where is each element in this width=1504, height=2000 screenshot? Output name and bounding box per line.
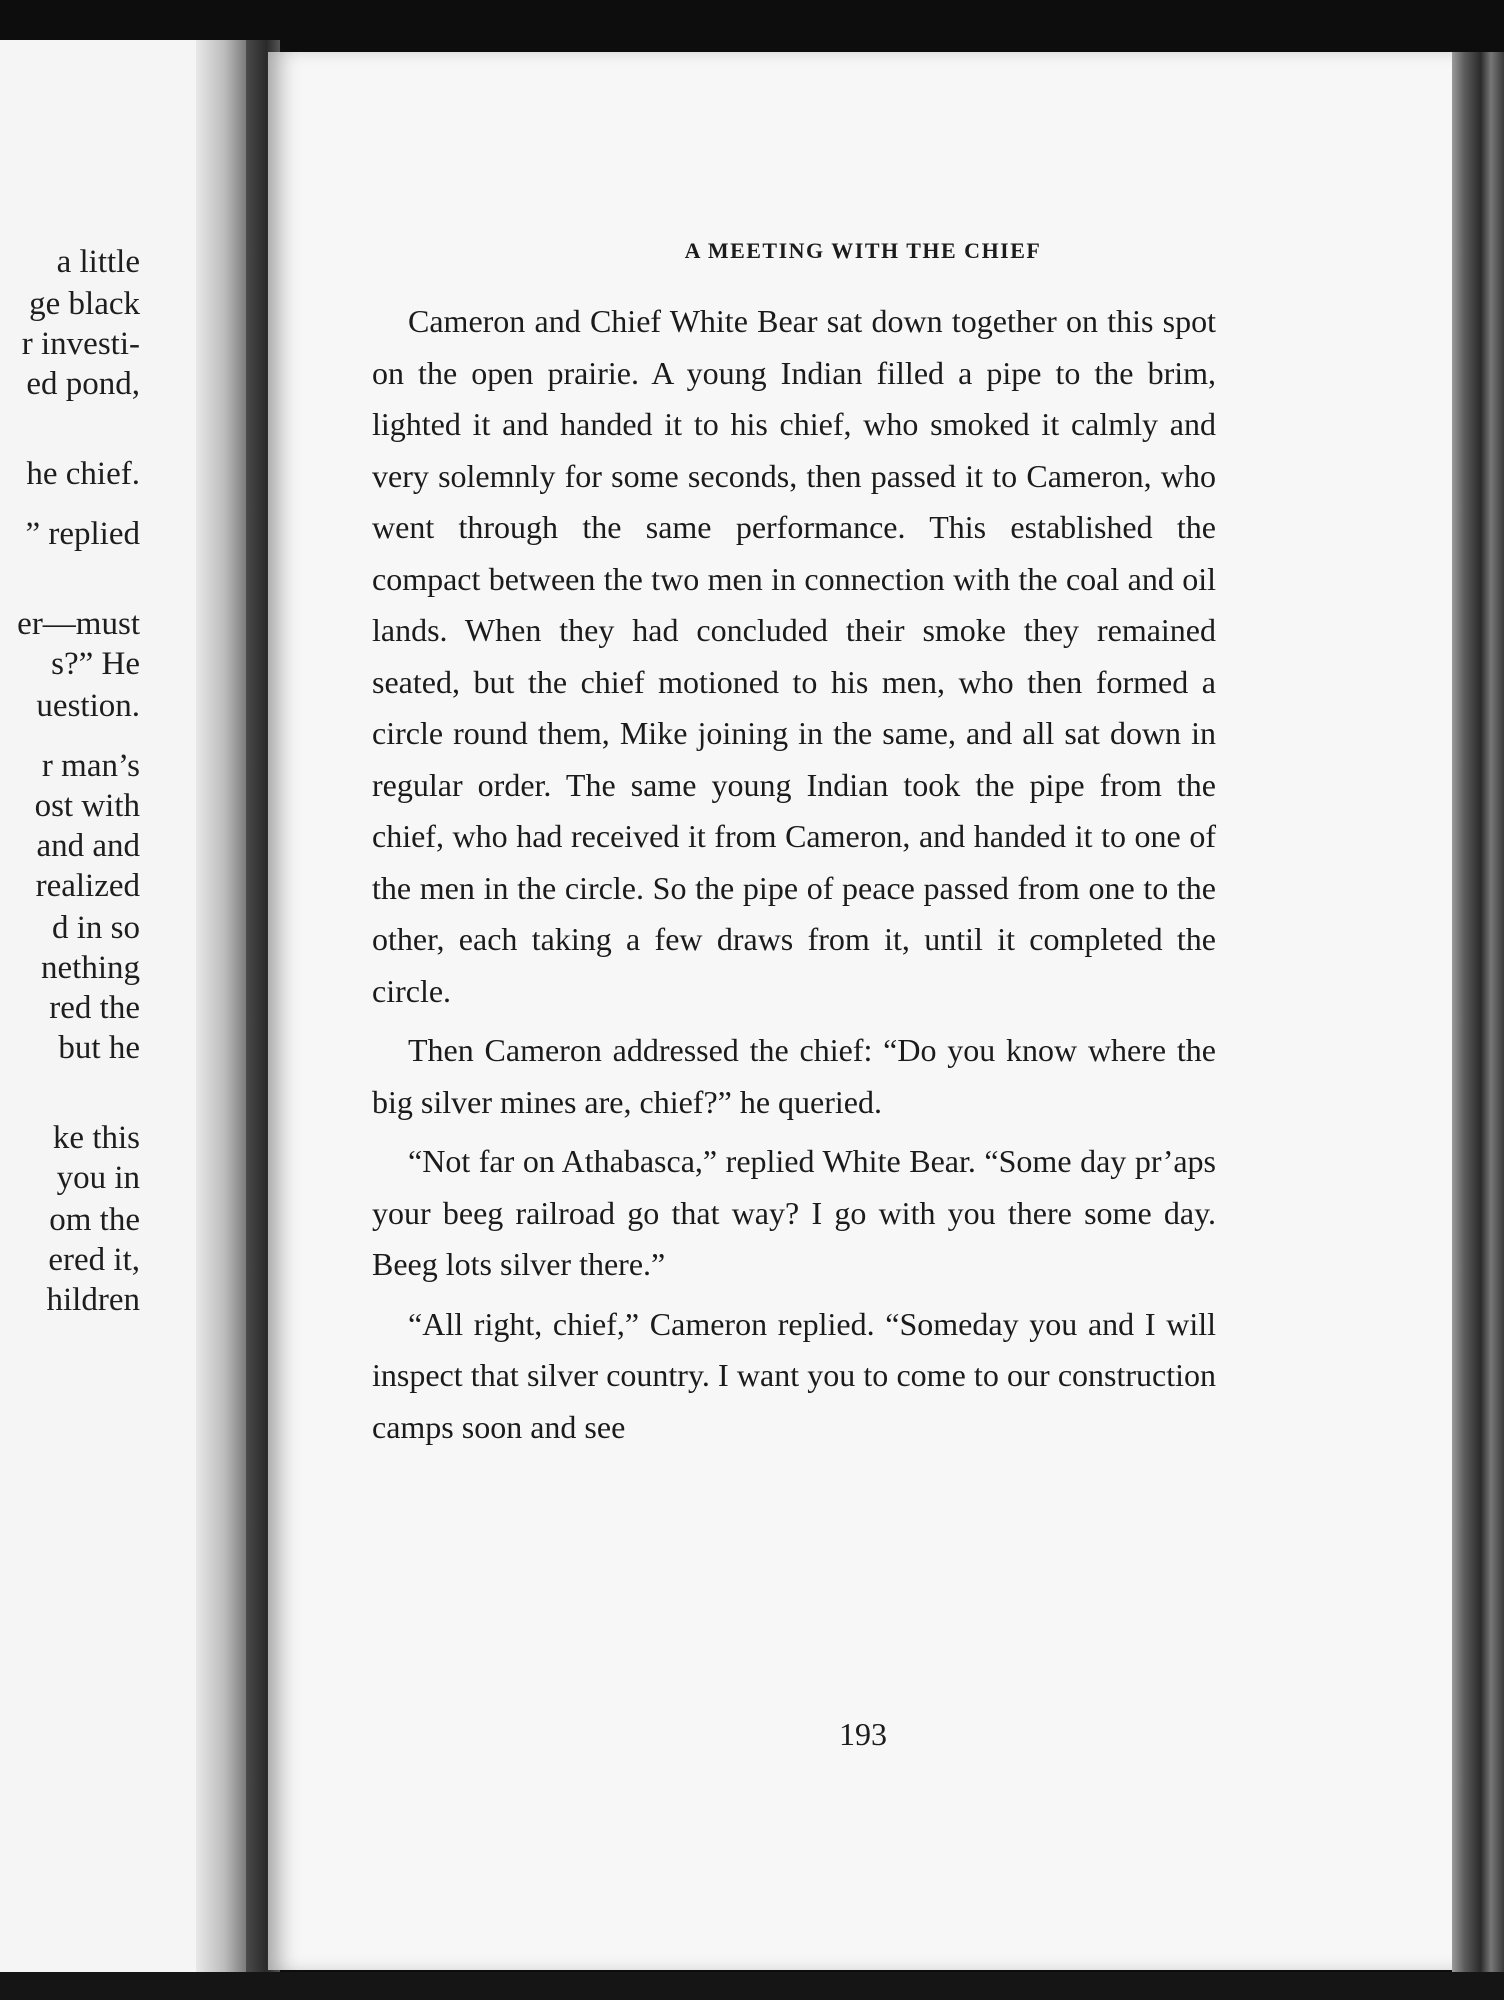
- left-page-text-fragments: [0, 40, 140, 1975]
- left-page-line: realized: [35, 868, 140, 904]
- left-page-line: you in: [56, 1160, 140, 1196]
- left-page-line: r investi-: [21, 326, 140, 362]
- left-page-line: nething: [41, 950, 140, 986]
- left-page-line: ge black: [29, 286, 140, 322]
- paragraph: “Not far on Athabasca,” replied White Bear. “Some day pr’aps your beeg railroad go that way? I go with you there some day. Beeg lots silver there.”: [372, 1143, 1216, 1282]
- left-page-line: d in so: [51, 910, 140, 946]
- left-page-line: and and: [36, 828, 140, 864]
- left-page-line: om the: [49, 1202, 140, 1238]
- paragraph: Then Cameron addressed the chief: “Do you know where the big silver mines are, chief?” he queried.: [372, 1032, 1216, 1120]
- scan-bottom-border: [0, 1972, 1504, 2000]
- body-text: [372, 296, 1216, 1461]
- left-page-line: hildren: [46, 1282, 140, 1318]
- left-page-line: he chief.: [26, 456, 140, 492]
- left-page-line: red the: [49, 990, 140, 1026]
- left-page-line: ed pond,: [26, 366, 140, 402]
- left-page-line: s?” He: [51, 646, 140, 682]
- left-page-line: uestion.: [36, 688, 140, 724]
- paragraph: “All right, chief,” Cameron replied. “Someday you and I will inspect that silver country. I want you to come to our construction camps soon and see: [372, 1305, 1216, 1445]
- left-page-line: ” replied: [25, 516, 140, 552]
- page-number: 193: [839, 1716, 887, 1752]
- paragraph: Cameron and Chief White Bear sat down together on this spot on the open prairie. A young Indian filled a pipe to the brim, lighted it and handed it to his chief, who smoked it calmly and very solemnly for some seconds, then passed it to Cameron, who went through the same performance. This established the compact between the two men in connection with the coal and oil lands. When they had concluded their smoke they remained seated, but the chief motioned to his men, who then formed a circle round them, Mike joining in the same, and all sat down in regular order. The same young Indian took the pipe from the chief, who had received it from Cameron, and handed it to one of the men in the circle. So the pipe of peace passed from one to the other, each taking a few draws from it, until it completed the circle.: [372, 303, 1216, 1009]
- page-edges: [1452, 52, 1504, 2000]
- left-page-line: but he: [58, 1030, 140, 1066]
- left-page-line: er—must: [17, 606, 140, 642]
- left-page-line: ke this: [52, 1120, 140, 1156]
- left-page-line: a little: [56, 244, 140, 280]
- left-page-line: ered it,: [48, 1242, 140, 1278]
- left-page-line: r man’s: [41, 748, 140, 784]
- running-head: A MEETING WITH THE CHIEF: [684, 238, 1042, 263]
- left-page-line: ost with: [34, 788, 140, 824]
